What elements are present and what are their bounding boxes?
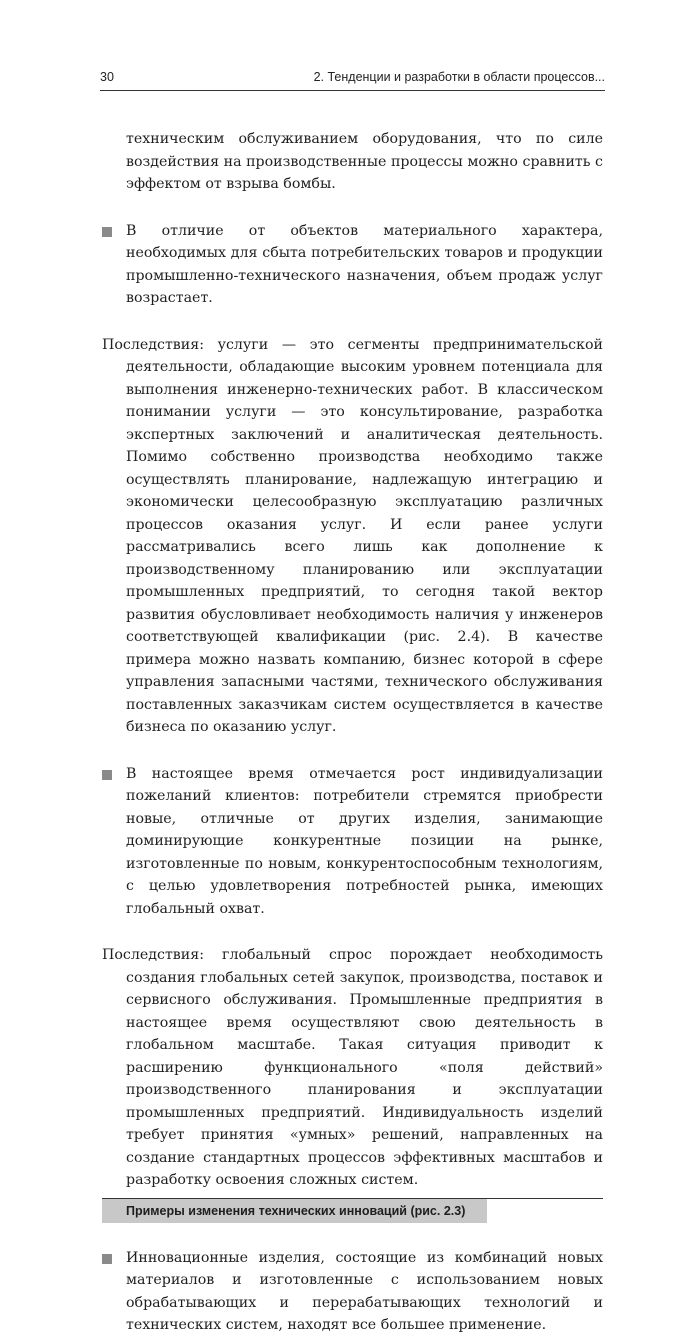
running-title: 2. Тенденции и разработки в области процессов... <box>313 70 605 84</box>
page-header <box>100 70 605 90</box>
bullet-item <box>102 1247 603 1337</box>
bullet-item <box>102 220 603 310</box>
square-bullet-icon <box>102 227 112 237</box>
section-heading-block <box>102 1198 603 1223</box>
continuation-paragraph: техническим обслуживанием оборудования, что по силе воздействия на производственные процессы можно сравнить с эффектом от взрыва бомбы. <box>126 131 603 192</box>
header-rule <box>100 90 605 91</box>
square-bullet-icon <box>102 770 112 780</box>
square-bullet-icon <box>102 1254 112 1264</box>
page-number: 30 <box>100 70 114 84</box>
bullet-item <box>102 763 603 921</box>
bullet-text: В отличие от объектов материального характера, необходимых для сбыта потребительских товаров и продукции промышленно-технического назначения, объем продаж услуг возрастает. <box>126 222 603 306</box>
section-heading: Примеры изменения технических инноваций (рис. 2.3) <box>102 1199 487 1223</box>
page-body <box>102 128 603 1337</box>
bullet-text: Инновационные изделия, состоящие из комбинаций новых материалов и изготовленные с использованием новых обрабатывающих и перерабатывающих технологий и технических систем, находят все большее применение. <box>126 1249 603 1333</box>
consequence-paragraph: Последствия: услуги — это сегменты предпринимательской деятельности, обладающие высоким уровнем потенциала для выполнения инженерно-технических работ. В классическом понимании услуги — это консультирование, разработка экспертных заключений и аналитическая деятельность. Помимо собственно производства необходимо также осуществлять планирование, надлежащую интеграцию и экономически целесообразную эксплуатацию различных процессов оказания услуг. И если ранее услуги рассматривались всего лишь как дополнение к производственному планированию или эксплуатации промышленных предприятий, то сегодня такой вектор развития обусловливает необходимость наличия у инженеров соответствующей квалификации (рис. 2.4). В качестве примера можно назвать компанию, бизнес которой в сфере управления запасными частями, технического обслуживания поставленных заказчикам систем осуществляется в качестве бизнеса по оказанию услуг. <box>102 336 603 735</box>
bullet-text: В настоящее время отмечается рост индивидуализации пожеланий клиентов: потребители стремятся приобрести новые, отличные от других изделия, занимающие доминирующие конкурентные позиции на рынке, изготовленные по новым, конкурентоспособным технологиям, с целью удовлетворения потребностей рынка, имеющих глобальный охват. <box>126 765 603 917</box>
consequence-paragraph: Последствия: глобальный спрос порождает необходимость создания глобальных сетей закупок, производства, поставок и сервисного обслуживания. Промышленные предприятия в настоящее время осуществляют свою деятельность в глобальном масштабе. Такая ситуация приводит к расширению функционального «поля действий» производственного планирования и эксплуатации промышленных предприятий. Индивидуальность изделий требует принятия «умных» решений, направленных на создание стандартных процессов эффективных масштабов и разработку освоения сложных систем. <box>102 947 603 1188</box>
